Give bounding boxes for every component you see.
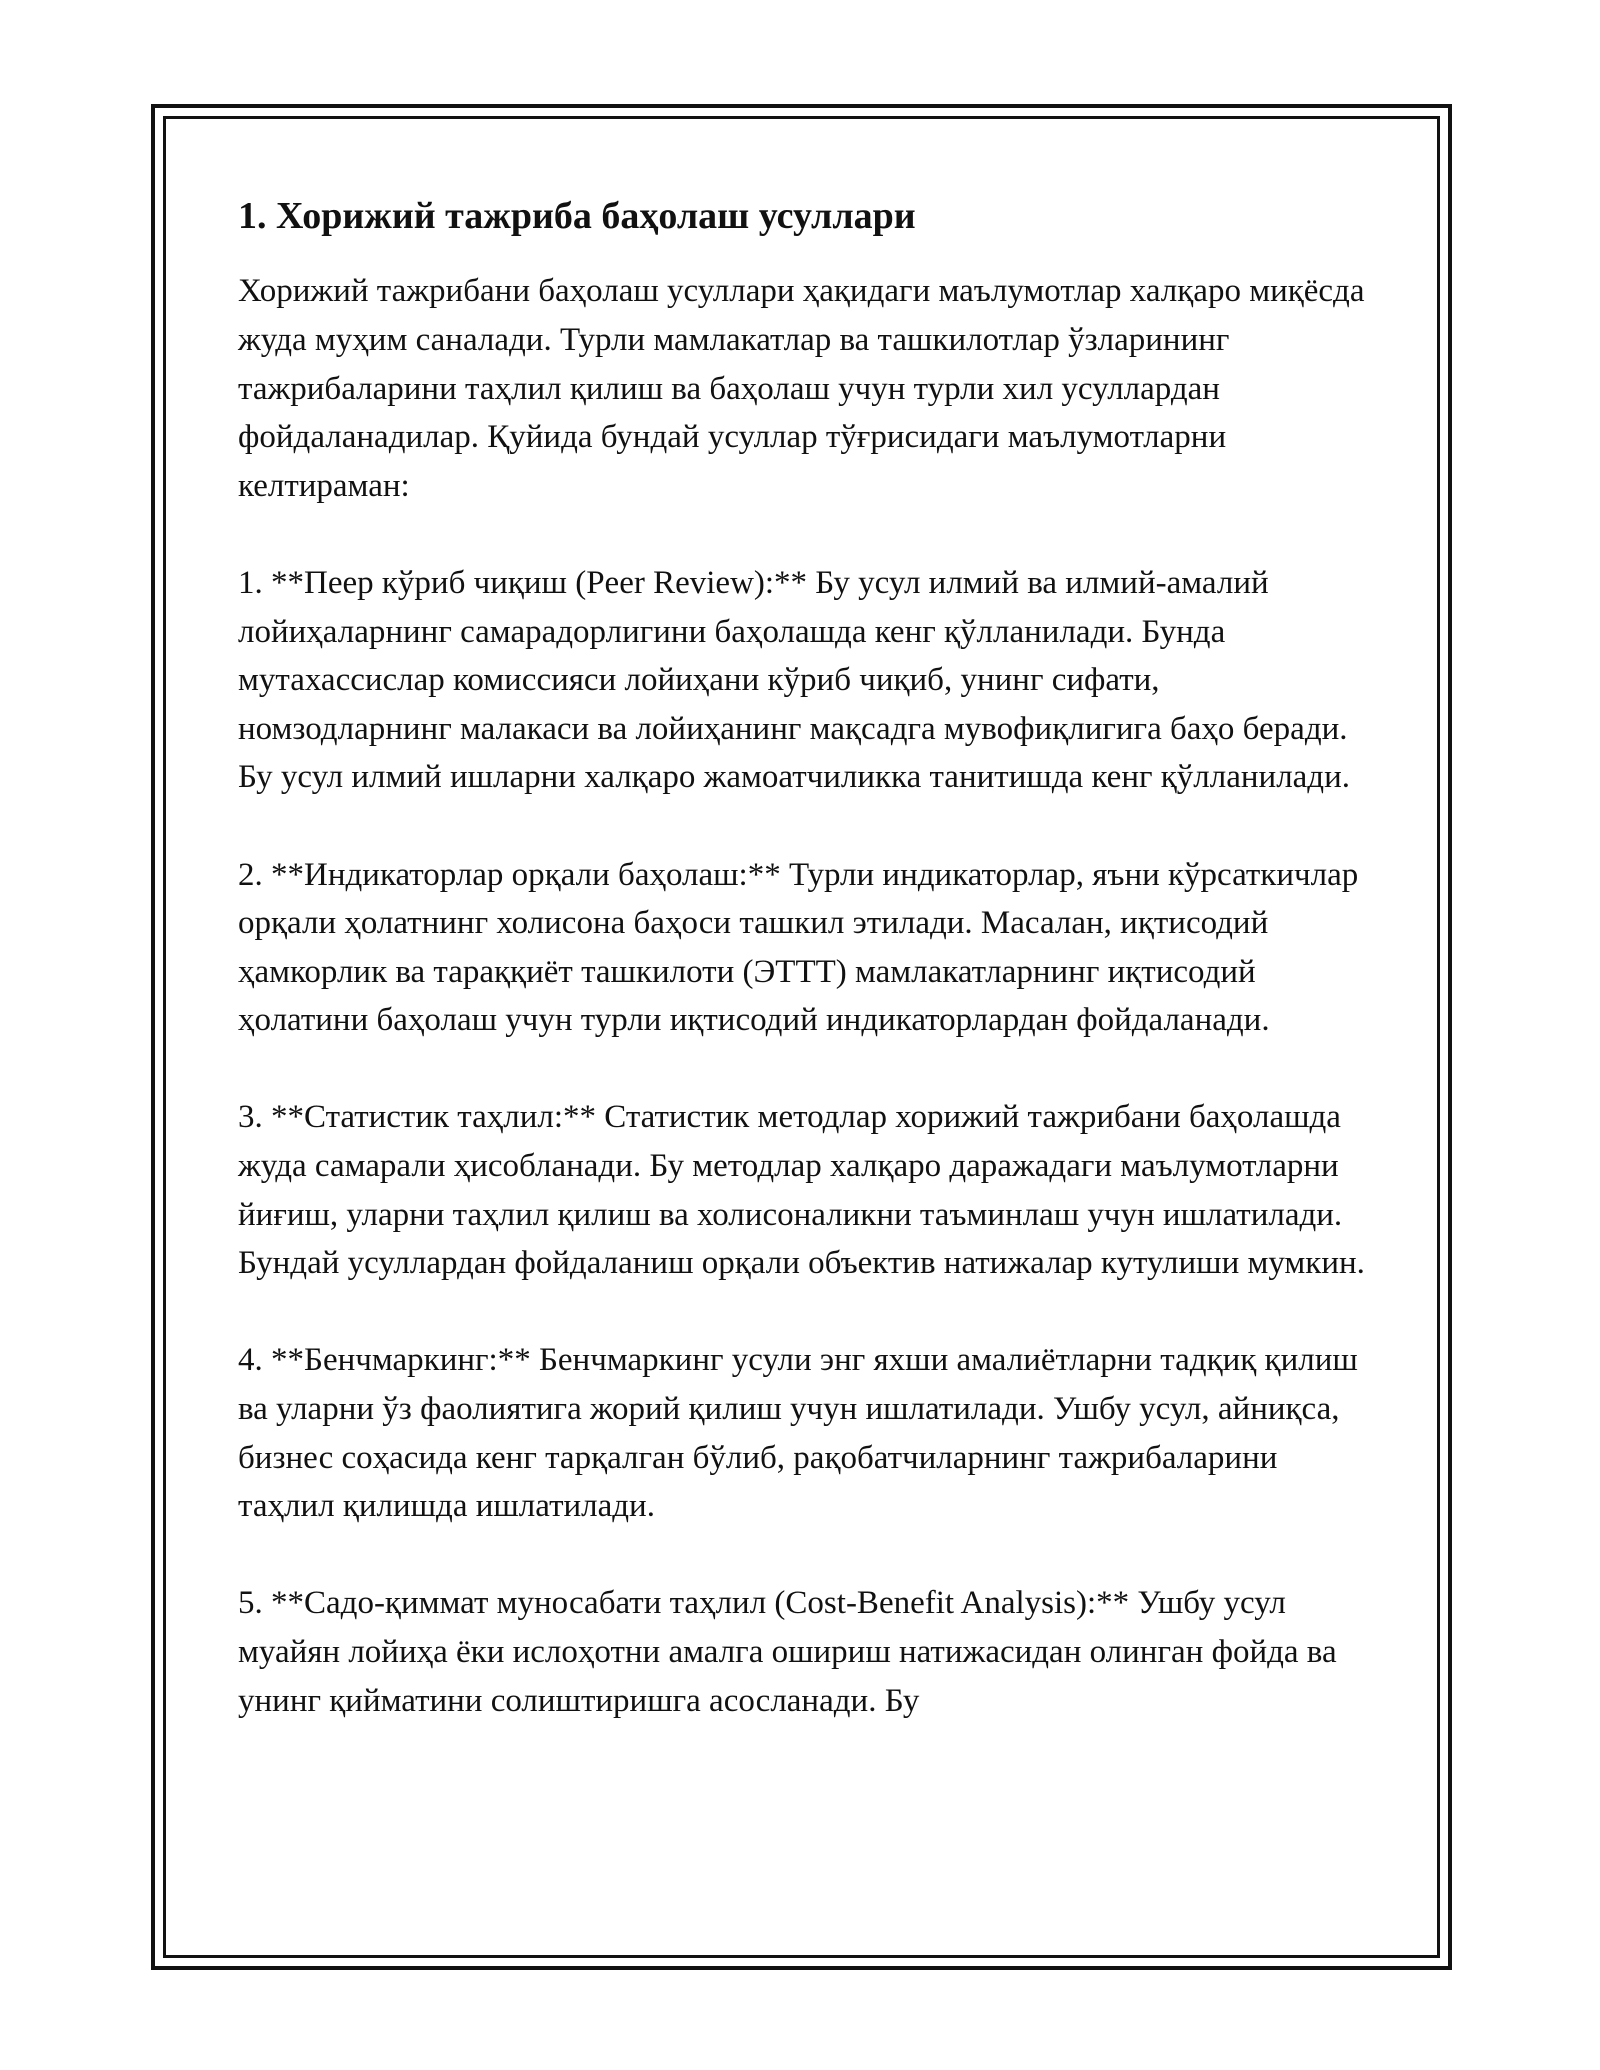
list-item-indicators: 2. **Индикаторлар орқали баҳолаш:** Турли индикаторлар, яъни кўрсаткичлар орқали ҳолатнинг холисона баҳоси ташкил этилади. Масалан, иқтисодий ҳамкорлик ва тараққиёт ташкилоти (ЭТТТ) мамлакатларнинг иқтисодий ҳолатини баҳолаш учун турли иқтисодий индикаторлардан фойдаланади. bbox=[238, 856, 1359, 1039]
intro-paragraph: Хорижий тажрибани баҳолаш усуллари ҳақидаги маълумотлар халқаро миқёсда жуда муҳим саналади. Турли мамлакатлар ва ташкилотлар ўзларининг тажрибаларини таҳлил қилиш ва баҳолаш учун турли хил усуллардан фойдаланадилар. Қуйида бундай усуллар тўғрисидаги маълумотларни келтираман: bbox=[238, 273, 1365, 504]
list-item-statistical-analysis: 3. **Статистик таҳлил:** Статистик методлар хорижий тажрибани баҳолашда жуда самарали ҳисобланади. Бу методлар халқаро даражадаги маълумотларни йиғиш, уларни таҳлил қилиш ва холисоналикни таъминлаш учун ишлатилади. Бундай усуллардан фойдаланиш орқали объектив натижалар кутулиши мумкин. bbox=[238, 1099, 1365, 1282]
list-item-cost-benefit: 5. **Садо-қиммат муносабати таҳлил (Cost-Benefit Analysis):** Ушбу усул муайян лойиҳа ёки ислоҳотни амалга ошириш натижасидан олинган фойда ва унинг қийматини солиштиришга асосланади. Бу bbox=[238, 1585, 1337, 1719]
document-body bbox=[238, 180, 1378, 1774]
list-item-benchmarking: 4. **Бенчмаркинг:** Бенчмаркинг усули энг яхши амалиётларни тадқиқ қилиш ва уларни ўз фаолиятига жорий қилиш учун ишлатилади. Ушбу усул, айниқса, бизнес соҳасида кенг тарқалган бўлиб, рақобатчиларнинг тажрибаларини таҳлил қилишда ишлатилади. bbox=[238, 1342, 1358, 1525]
section-heading: 1. Хорижий тажриба баҳолаш усуллари bbox=[238, 195, 916, 237]
list-item-peer-review: 1. **Пеер кўриб чиқиш (Peer Review):** Бу усул илмий ва илмий-амалий лойиҳаларнинг самарадорлигини баҳолашда кенг қўлланилади. Бунда мутахассислар комиссияси лойиҳани кўриб чиқиб, унинг сифати, номзодларнинг малакаси ва лойиҳанинг мақсадга мувофиқлигига баҳо беради. Бу усул илмий ишларни халқаро жамоатчиликка танитишда кенг қўлланилади. bbox=[238, 564, 1351, 796]
